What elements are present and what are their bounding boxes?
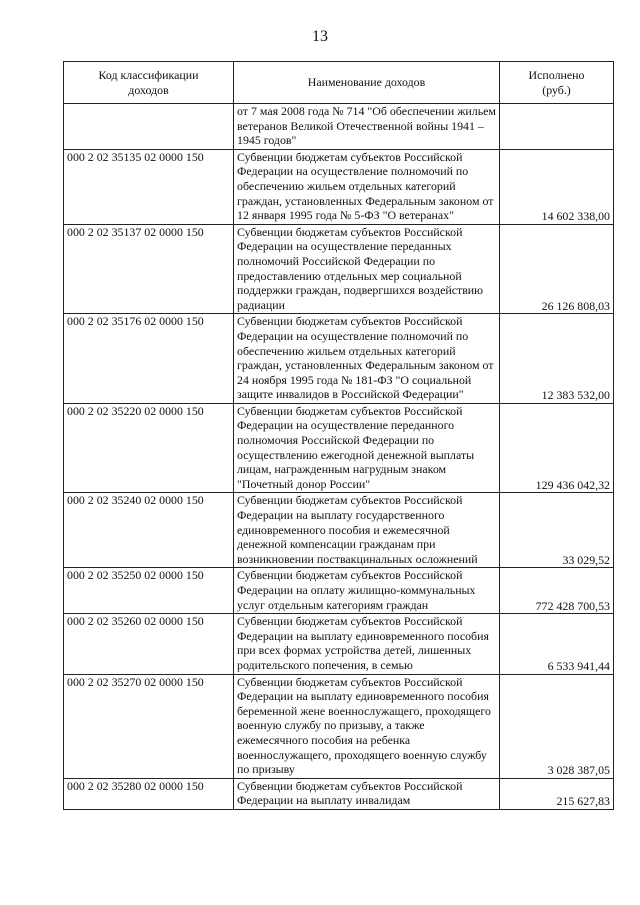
executed-amount: 26 126 808,03 — [500, 224, 614, 314]
income-name: Субвенции бюджетам субъектов Российской Федерации на осуществление переданного полномочия Российской Федерации по осуществлению ежегодной денежной выплаты лицам, награжденным нагрудным знаком "Почетный донор России" — [234, 403, 500, 493]
executed-amount: 215 627,83 — [500, 778, 614, 809]
table-row — [64, 403, 614, 493]
income-name: Субвенции бюджетам субъектов Российской Федерации на выплату государственного единовременного пособия и ежемесячной денежной компенсации гражданам при возникновении поствакцинальных осложнений — [234, 493, 500, 568]
executed-amount: 6 533 941,44 — [500, 614, 614, 674]
classification-code: 000 2 02 35135 02 0000 150 — [64, 149, 234, 224]
table-row — [64, 104, 614, 150]
table-header-row — [64, 62, 614, 104]
table-row — [64, 224, 614, 314]
column-header-amount: Исполнено (руб.) — [500, 62, 614, 104]
column-header-code: Код классификации доходов — [64, 62, 234, 104]
income-name: Субвенции бюджетам субъектов Российской Федерации на выплату инвалидам — [234, 778, 500, 809]
classification-code: 000 2 02 35250 02 0000 150 — [64, 568, 234, 614]
income-name: Субвенции бюджетам субъектов Российской Федерации на осуществление полномочий по обеспечению жильем отдельных категорий граждан, установленных Федеральным законом от 12 января 1995 года № 5-ФЗ "О ветеранах" — [234, 149, 500, 224]
income-name: Субвенции бюджетам субъектов Российской Федерации на осуществление полномочий по обеспечению жильем отдельных категорий граждан, установленных Федеральным законом от 24 ноября 1995 года № 181-ФЗ "О социальной защите инвалидов в Российской Федерации" — [234, 314, 500, 404]
executed-amount: 12 383 532,00 — [500, 314, 614, 404]
classification-code: 000 2 02 35280 02 0000 150 — [64, 778, 234, 809]
classification-code: 000 2 02 35137 02 0000 150 — [64, 224, 234, 314]
classification-code: 000 2 02 35270 02 0000 150 — [64, 674, 234, 778]
table-row — [64, 314, 614, 404]
executed-amount: 3 028 387,05 — [500, 674, 614, 778]
income-table — [63, 61, 614, 810]
classification-code: 000 2 02 35240 02 0000 150 — [64, 493, 234, 568]
table-row — [64, 568, 614, 614]
table-row — [64, 674, 614, 778]
classification-code: 000 2 02 35176 02 0000 150 — [64, 314, 234, 404]
classification-code: 000 2 02 35220 02 0000 150 — [64, 403, 234, 493]
income-name: Субвенции бюджетам субъектов Российской Федерации на осуществление переданных полномочий Российской Федерации по предоставлению отдельных мер социальной поддержки граждан, подвергшихся воздействию радиации — [234, 224, 500, 314]
classification-code: 000 2 02 35260 02 0000 150 — [64, 614, 234, 674]
executed-amount: 772 428 700,53 — [500, 568, 614, 614]
table-row — [64, 778, 614, 809]
executed-amount: 14 602 338,00 — [500, 149, 614, 224]
table-row — [64, 614, 614, 674]
income-name: от 7 мая 2008 года № 714 "Об обеспечении жильем ветеранов Великой Отечественной войны 1941 – 1945 годов" — [234, 104, 500, 150]
executed-amount: 33 029,52 — [500, 493, 614, 568]
executed-amount — [500, 104, 614, 150]
table-row — [64, 493, 614, 568]
income-name: Субвенции бюджетам субъектов Российской Федерации на оплату жилищно-коммунальных услуг отдельным категориям граждан — [234, 568, 500, 614]
classification-code — [64, 104, 234, 150]
income-name: Субвенции бюджетам субъектов Российской Федерации на выплату единовременного пособия беременной жене военнослужащего, проходящего военную службу по призыву, а также ежемесячного пособия на ребенка военнослужащего, проходящего военную службу по призыву — [234, 674, 500, 778]
executed-amount: 129 436 042,32 — [500, 403, 614, 493]
table-row — [64, 149, 614, 224]
column-header-name: Наименование доходов — [234, 62, 500, 104]
page-number: 13 — [312, 28, 328, 45]
income-name: Субвенции бюджетам субъектов Российской Федерации на выплату единовременного пособия при всех формах устройства детей, лишенных родительского попечения, в семью — [234, 614, 500, 674]
